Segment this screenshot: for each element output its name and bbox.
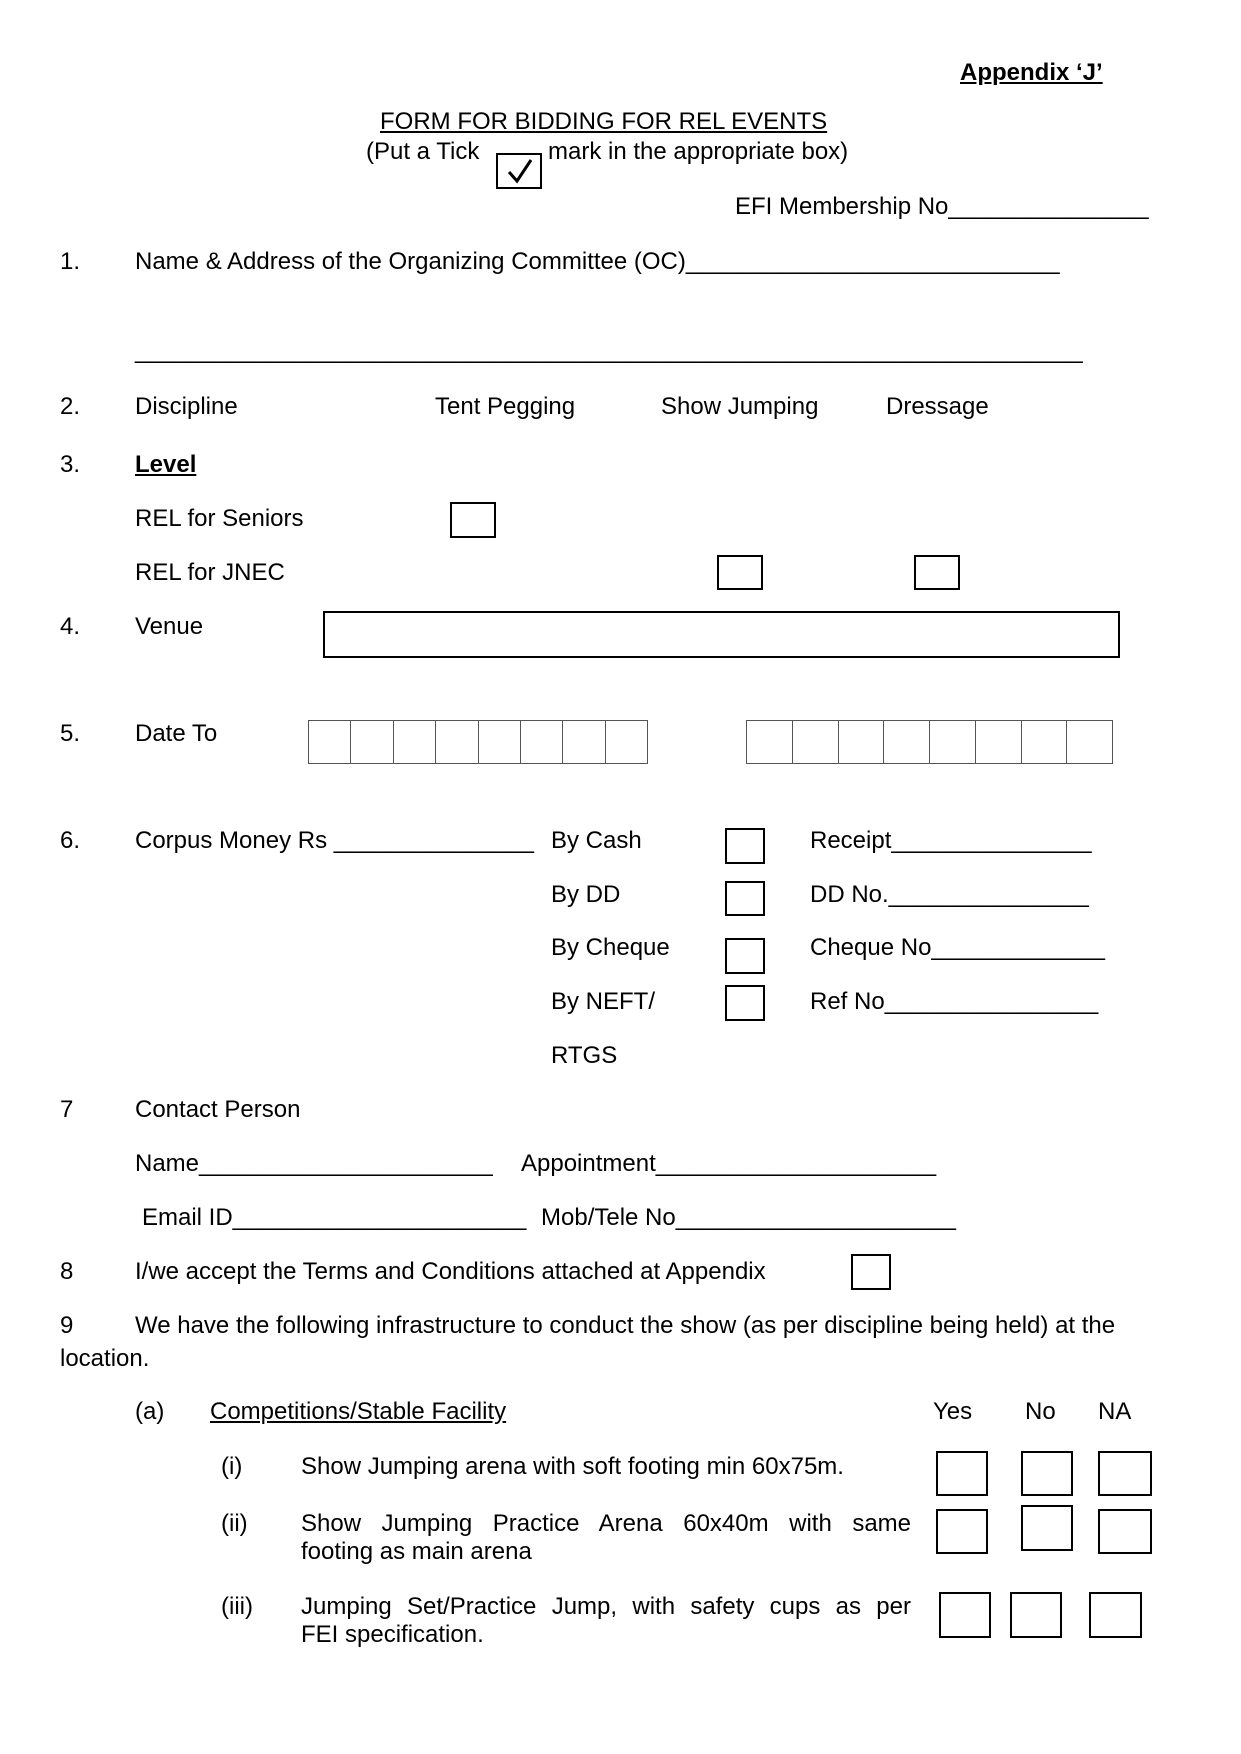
level-heading: Level [135,451,197,478]
sub-iii-label: (iii) [221,1593,253,1620]
checkmark-icon [498,155,540,187]
na-column-header: NA [1098,1398,1132,1425]
by-cheque-checkbox[interactable] [725,938,765,974]
sub-ii-label: (ii) [221,1510,248,1537]
tick-instruction-suffix: mark in the appropriate box) [548,138,849,165]
venue-label: Venue [135,613,204,640]
jumping-set-no-checkbox[interactable] [1010,1592,1062,1638]
show-jumping-option: Show Jumping [661,393,819,420]
item-4-number: 4. [60,613,81,640]
corpus-money-field[interactable]: Corpus Money Rs _______________ [135,827,534,854]
item-9-number: 9 [60,1312,74,1339]
tent-pegging-option: Tent Pegging [435,393,576,420]
rtgs-label: RTGS [551,1042,618,1069]
oc-name-address-field[interactable]: Name & Address of the Organizing Committee (OC)____________________________ [135,248,1060,275]
sj-arena-yes-checkbox[interactable] [936,1451,988,1496]
item-6-number: 6. [60,827,81,854]
by-cheque-label: By Cheque [551,934,670,961]
accept-terms-checkbox[interactable] [851,1254,891,1290]
sub-iii-text-line1: Jumping Set/Practice Jump, with safety cups as per [301,1593,911,1620]
item-8-number: 8 [60,1258,74,1285]
item-3-number: 3. [60,451,81,478]
by-cash-checkbox[interactable] [725,828,765,864]
infrastructure-statement-cont: location. [60,1345,150,1372]
sub-ii-text-line1: Show Jumping Practice Arena 60x40m with same [301,1510,911,1537]
dressage-jnec-checkbox[interactable] [914,555,960,590]
jumping-set-na-checkbox[interactable] [1089,1592,1142,1638]
competitions-heading: Competitions/Stable Facility [210,1398,507,1425]
rel-jnec-label: REL for JNEC [135,559,285,586]
ref-no-field[interactable]: Ref No________________ [810,988,1099,1015]
no-column-header: No [1025,1398,1056,1425]
receipt-field[interactable]: Receipt_______________ [810,827,1092,854]
cheque-no-field[interactable]: Cheque No_____________ [810,934,1105,961]
by-dd-label: By DD [551,881,621,908]
by-neft-label: By NEFT/ [551,988,656,1015]
by-cash-label: By Cash [551,827,642,854]
accept-terms-label: I/we accept the Terms and Conditions attached at Appendix [135,1258,766,1285]
sub-ii-text-line2: footing as main arena [301,1538,532,1565]
sub-i-label: (i) [221,1453,243,1480]
form-title: FORM FOR BIDDING FOR REL EVENTS [380,108,828,135]
date-to-input[interactable] [746,720,1113,764]
contact-person-label: Contact Person [135,1096,301,1123]
dressage-option: Dressage [886,393,989,420]
sub-i-text: Show Jumping arena with soft footing min 60x75m. [301,1453,844,1480]
yes-column-header: Yes [933,1398,973,1425]
sj-arena-no-checkbox[interactable] [1021,1451,1073,1496]
by-neft-checkbox[interactable] [725,985,765,1021]
sub-a-label: (a) [135,1398,165,1425]
item-1-number: 1. [60,248,81,275]
tick-instruction-prefix: (Put a Tick [366,138,480,165]
sj-arena-na-checkbox[interactable] [1098,1451,1152,1496]
rel-seniors-label: REL for Seniors [135,505,304,532]
practice-arena-na-checkbox[interactable] [1098,1509,1152,1554]
oc-address-line-2[interactable]: _______________________________________________________________________ [135,337,1083,364]
efi-membership-field[interactable]: EFI Membership No_______________ [735,193,1149,220]
tent-pegging-seniors-checkbox[interactable] [450,502,496,538]
item-7-number: 7 [60,1096,74,1123]
jumping-set-yes-checkbox[interactable] [939,1592,991,1638]
practice-arena-yes-checkbox[interactable] [936,1509,988,1554]
discipline-label: Discipline [135,393,238,420]
show-jumping-jnec-checkbox[interactable] [717,555,763,590]
appointment-field[interactable]: Appointment_____________________ [521,1150,937,1177]
venue-input[interactable] [323,611,1120,658]
sub-iii-text-line2: FEI specification. [301,1621,484,1648]
item-2-number: 2. [60,393,81,420]
dd-no-field[interactable]: DD No._______________ [810,881,1089,908]
date-from-input[interactable] [308,720,648,764]
infrastructure-statement: We have the following infrastructure to conduct the show (as per discipline being held) at the [135,1312,1116,1339]
by-dd-checkbox[interactable] [725,881,765,916]
appendix-label: Appendix ‘J’ [960,59,1103,86]
date-to-label: Date To [135,720,218,747]
tick-example-box [496,153,542,189]
contact-name-field[interactable]: Name______________________ [135,1150,493,1177]
email-field[interactable]: Email ID______________________ [142,1204,527,1231]
mob-tele-field[interactable]: Mob/Tele No_____________________ [541,1204,957,1231]
item-5-number: 5. [60,720,81,747]
practice-arena-no-checkbox[interactable] [1021,1505,1073,1551]
